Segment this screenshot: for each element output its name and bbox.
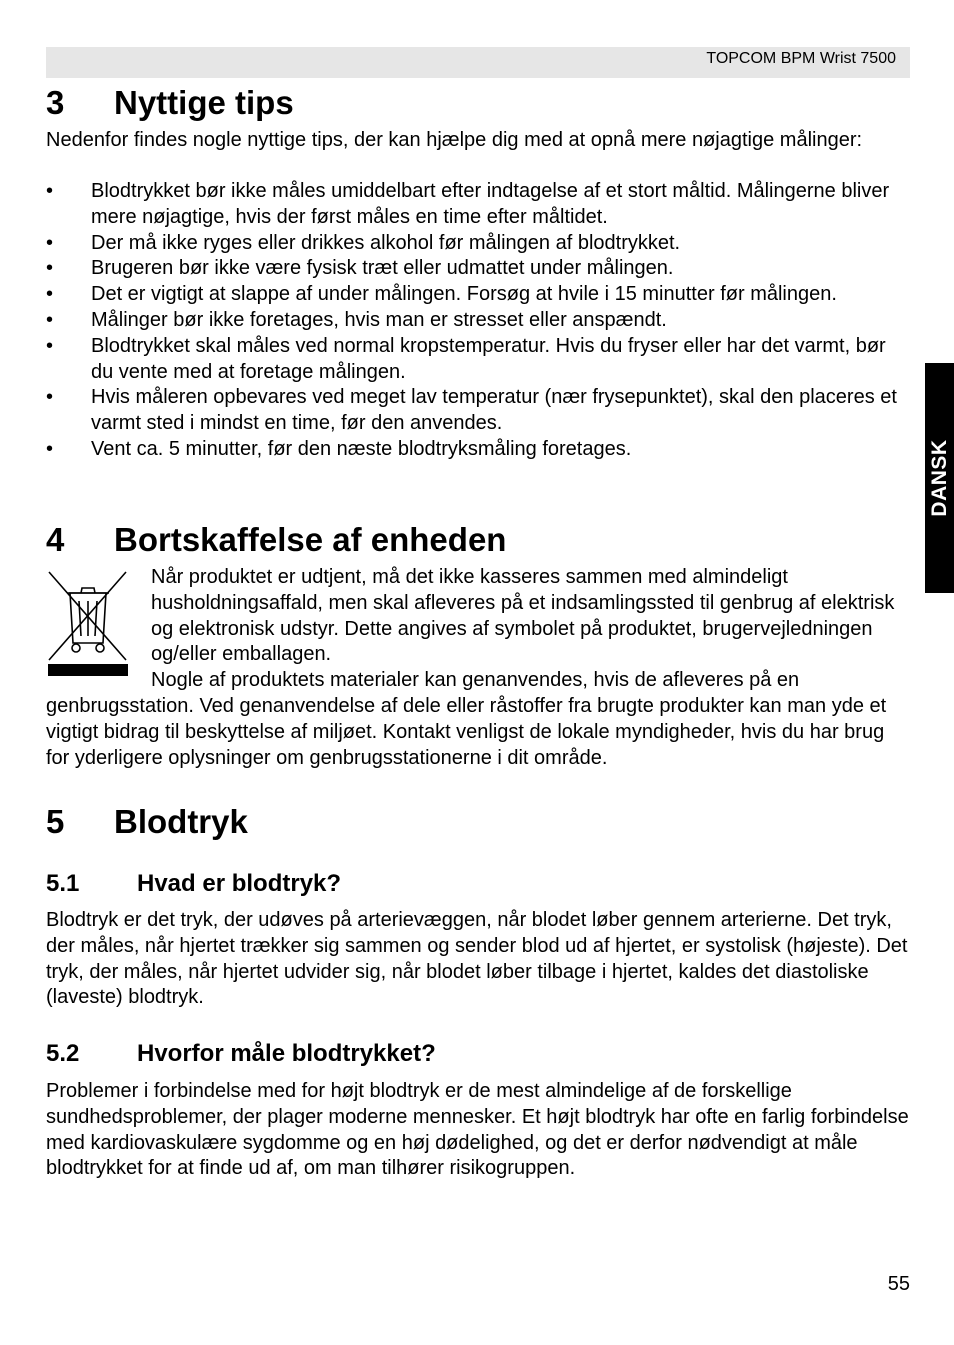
section-5-2-number: 5.2 (46, 1040, 80, 1067)
list-item (46, 308, 910, 334)
section-5-1-text: Blodtryk er det tryk, der udøves på arterievæggen, når blodet løber gennem arterierne. Det tryk, der måles, når hjertet trækker sig sammen og sender blod ud af hjertet, er systolisk (højeste). Det tryk, der måles, når hjertet udvider sig, når blodet løber tilbage i hjertet, kaldes det diastoliske (laveste) blodtryk. (46, 909, 908, 1009)
list-item-text: Blodtrykket bør ikke måles umiddelbart efter indtagelse af et stort måltid. Målingerne bliver mere nøjagtige, hvis der først måles en time efter måltidet. (91, 180, 890, 228)
list-item-text: Det er vigtigt at slappe af under målingen. Forsøg at hvile i 15 minutter før målingen. (91, 283, 837, 306)
list-item (46, 437, 910, 463)
bullet-icon: • (46, 437, 54, 460)
tips-list (46, 179, 910, 463)
list-item-text: Hvis måleren opbevares ved meget lav temperatur (nær frysepunktet), skal den placeres et varmt sted i mindst en time, før den anvendes. (91, 386, 897, 435)
section-5-heading (46, 803, 248, 841)
list-item (46, 334, 910, 386)
section-4-number: 4 (46, 521, 65, 558)
section-5-number: 5 (46, 803, 65, 840)
list-item (46, 179, 910, 231)
section-5-2-title: Hvorfor måle blodtrykket? (137, 1040, 436, 1067)
language-tab (925, 363, 954, 593)
header-bar (46, 47, 910, 78)
section-3-heading (46, 84, 294, 122)
list-item-text: Brugeren bør ikke være fysisk træt eller udmattet under målingen. (91, 257, 674, 280)
header-title: TOPCOM BPM Wrist 7500 (706, 50, 896, 67)
bullet-icon: • (46, 334, 54, 357)
section-5-2-heading (46, 1040, 436, 1068)
bullet-icon: • (46, 386, 54, 409)
list-item-text: Blodtrykket skal måles ved normal kropstemperatur. Hvis du fryser eller har det varmt, bør du vente med at foretage målingen. (91, 334, 886, 383)
list-item (46, 282, 910, 308)
disposal-text (46, 565, 910, 771)
list-item (46, 256, 910, 282)
bullet-icon: • (46, 283, 54, 306)
section-5-1-number: 5.1 (46, 870, 80, 897)
list-item (46, 385, 910, 437)
section-5-2-text: Problemer i forbindelse med for højt blodtryk er de mest almindelige af de forskellige sundhedsproblemer, der plager moderne mennesker. Et højt blodtryk har ofte en farlig forbindelse med kardiovaskulære sygdomme og en høj dødelighed, og det er derfor nødvendigt at måle blodtrykket for at finde ud af, om man tilhører risikogruppen. (46, 1080, 909, 1180)
bullet-icon: • (46, 308, 54, 331)
section-3-title: Nyttige tips (114, 84, 294, 121)
section-3-number: 3 (46, 84, 65, 121)
section-5-1-title: Hvad er blodtryk? (137, 870, 342, 897)
page-number: 55 (887, 1273, 910, 1295)
bullet-icon: • (46, 231, 54, 254)
section-4-heading (46, 521, 506, 559)
bullet-icon: • (46, 257, 54, 280)
list-item-text: Vent ca. 5 minutter, før den næste blodtryksmåling foretages. (91, 437, 632, 460)
bullet-icon: • (46, 180, 54, 202)
list-item-text: Der må ikke ryges eller drikkes alkohol før målingen af blodtrykket. (91, 231, 681, 254)
disposal-paragraph-1: Når produktet er udtjent, må det ikke kasseres sammen med almindeligt husholdningsaffald, men skal afleveres på et indsamlingssted til genbrug af elektrisk og elektronisk udstyr. Dette angives af symbolet på produktet, brugervejledningen og/eller emballagen. (151, 566, 895, 666)
section-5-title: Blodtryk (114, 803, 248, 840)
section-3-intro: Nedenfor findes nogle nyttige tips, der kan hjælpe dig med at opnå mere nøjagtige målinger: (46, 129, 863, 151)
language-tab-label: DANSK (927, 439, 951, 517)
disposal-paragraph-2: Nogle af produktets materialer kan genanvendes, hvis de afleveres på en genbrugsstation. Ved genanvendelse af dele eller råstoffer fra brugte produkter kan man yde et vigtigt bidrag til beskyttelse af miljøet. Kontakt venligst de lokale myndigheder, hvis du har brug for yderligere oplysninger om genbrugsstationerne i dit område. (46, 669, 887, 769)
list-item-text: Målinger bør ikke foretages, hvis man er stresset eller anspændt. (91, 308, 667, 331)
section-4-title: Bortskaffelse af enheden (114, 521, 507, 558)
list-item (46, 231, 910, 257)
section-5-1-heading (46, 870, 341, 898)
